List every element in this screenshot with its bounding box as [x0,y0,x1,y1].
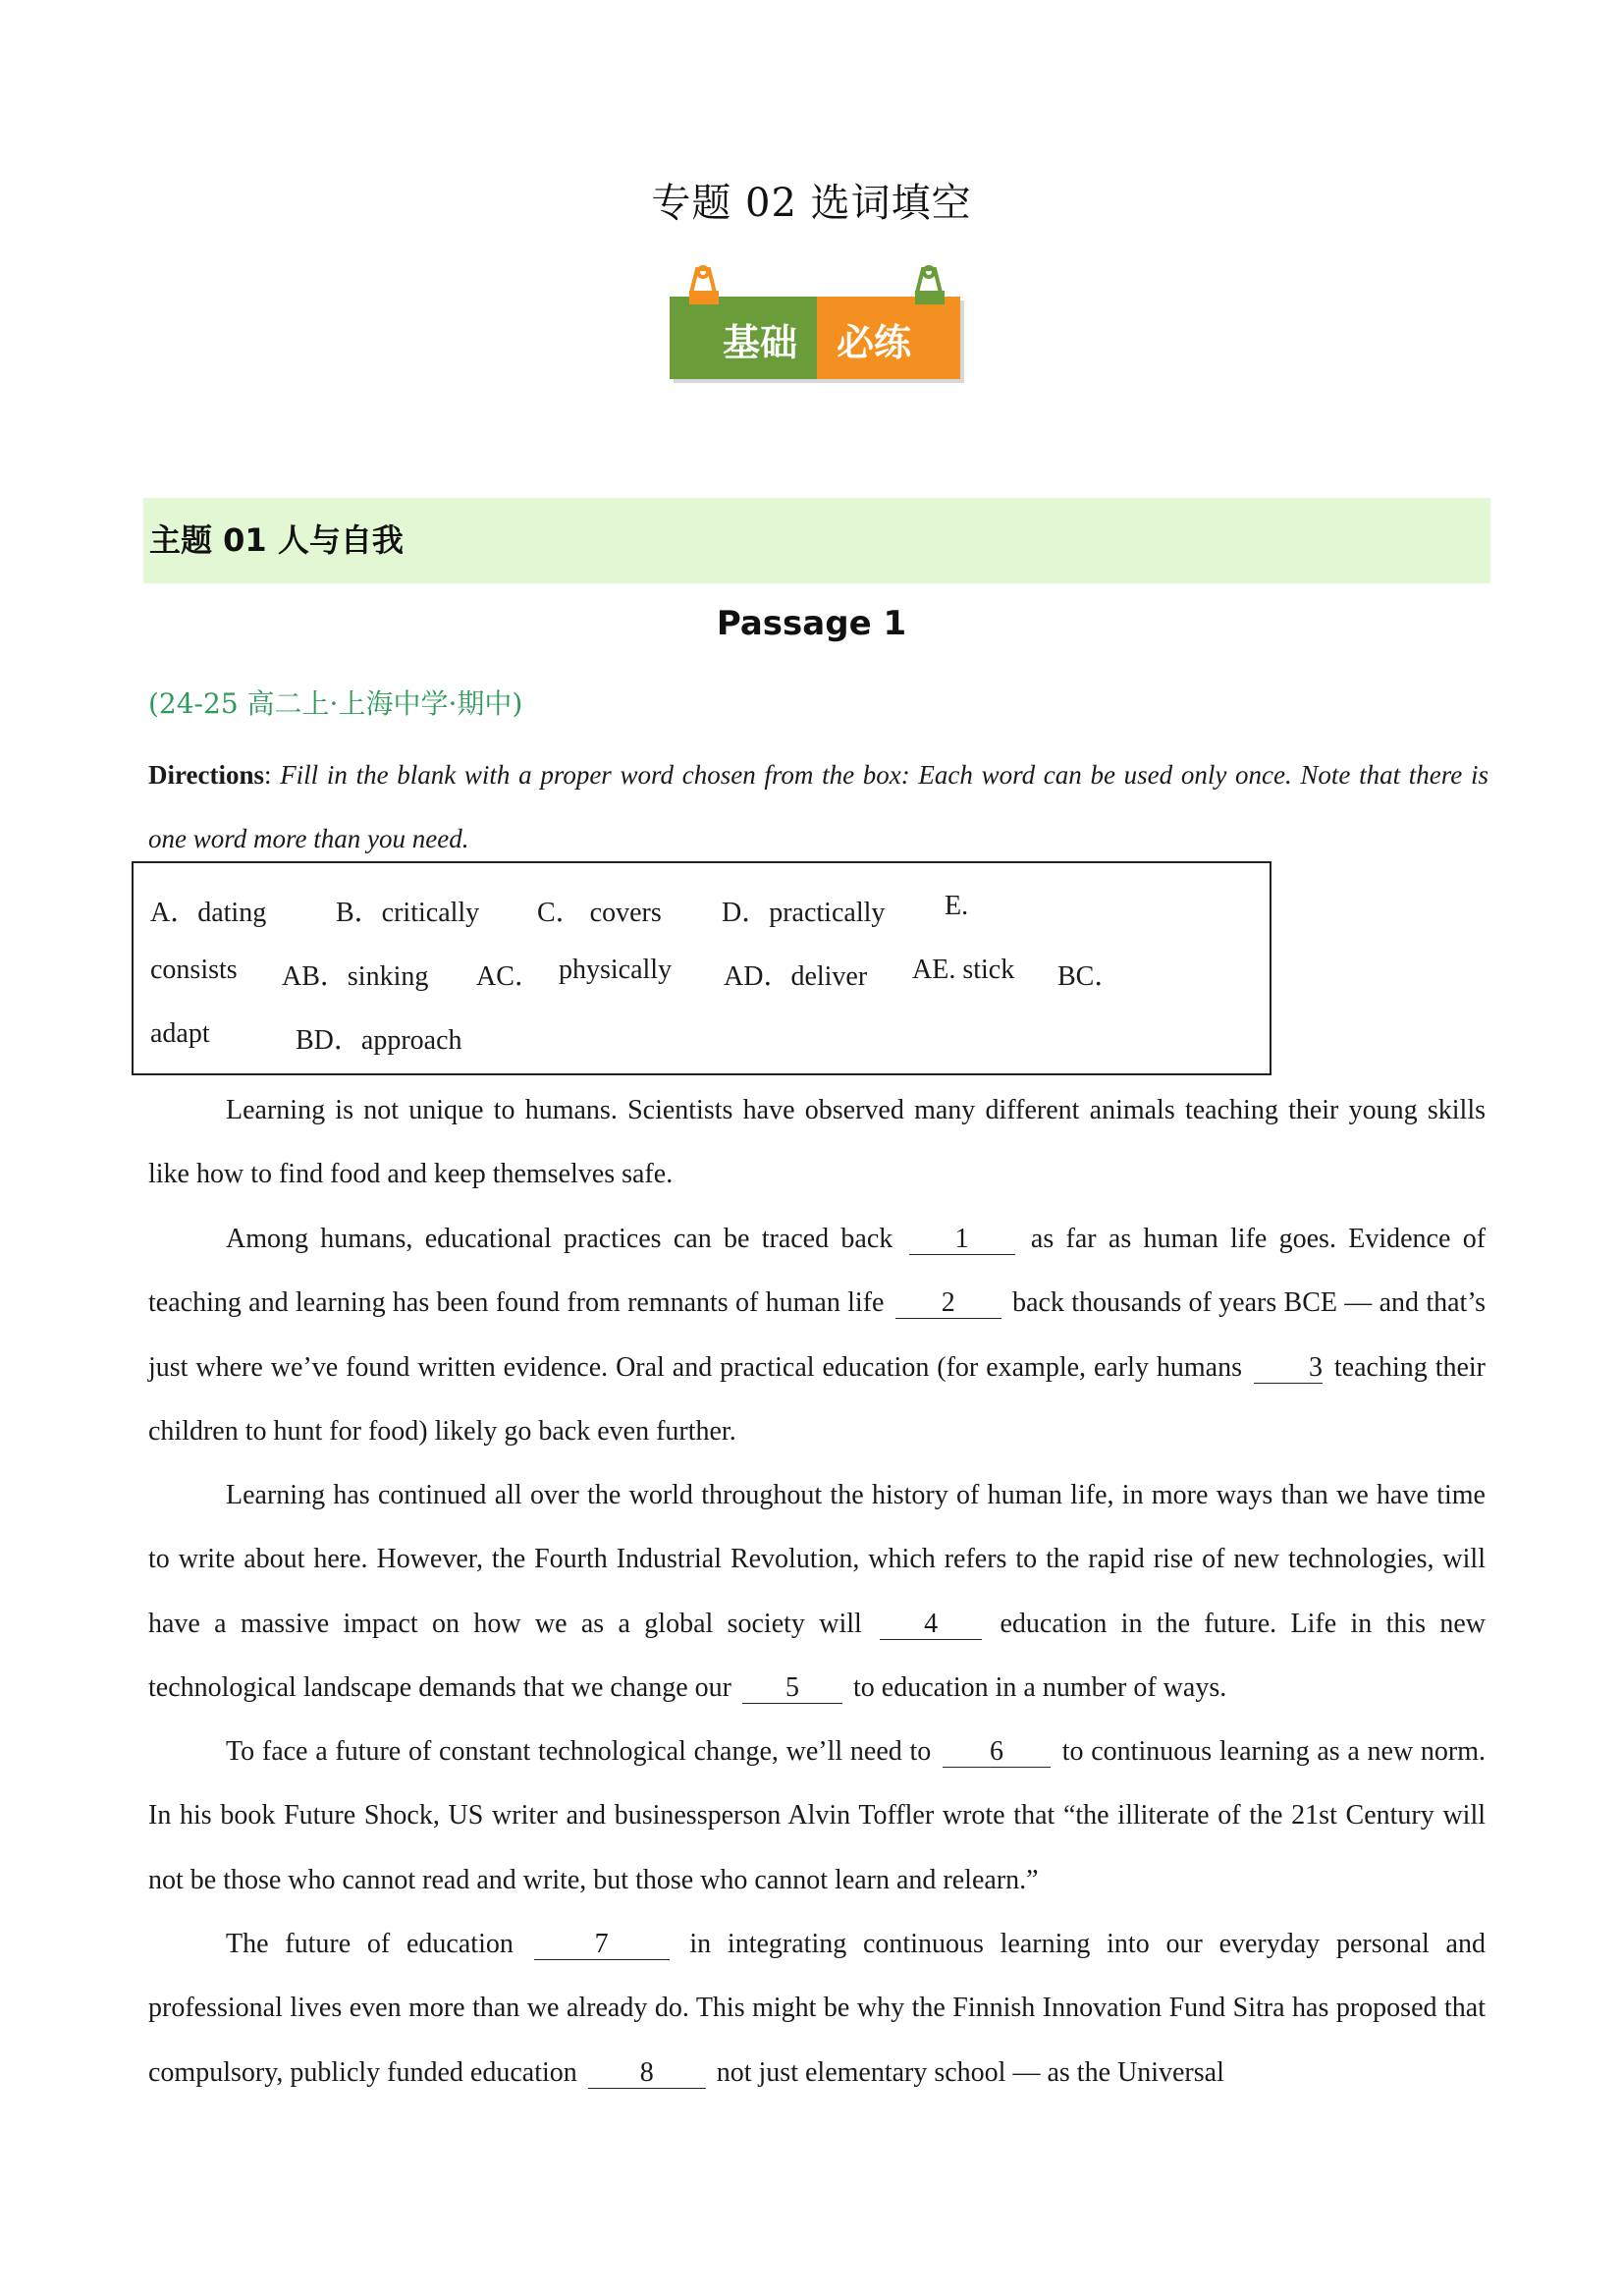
word-option: physically [559,955,673,985]
badge-right-text: 必练 [836,321,912,364]
paragraph-4: To face a future of constant technological change, we’ll need to 6 to continuous learning as a new norm. In his book Future Shock, US writer and businessperson Alvin Toffler wrote that “the illiterate of the 21st Century will not be those who cannot read and write, but those who cannot learn and relearn.” [148,1736,1487,1895]
directions-label: Directions [148,760,264,790]
paragraph-5: The future of education 7 in integrating continuous learning into our everyday personal and professional lives even more than we already do. This might be why the Finnish Innovation Fund Sitra has proposed that compulsory, publicly funded education 8 not just elementary school — as the Universal [148,1929,1486,2088]
source-citation: (24-25 高二上·上海中学·期中) [148,687,523,720]
word-option: BC． [1057,961,1122,992]
binder-clip-icon [915,267,945,304]
badge-left-text: 基础 [722,321,798,364]
blank-3[interactable]: 3 [1254,1353,1323,1384]
passage-title: Passage 1 [716,604,907,643]
paragraph-2: Among humans, educational practices can be traced back 1 as far as human life goes. Evidence of teaching and learning has been found from remnants of human life 2 back thousands of years BCE — and that’s just where we’ve found written evidence. Oral and practical education (for example, early humans 3 teaching their children to hunt for food) likely go back even further. [148,1224,1487,1447]
word-option: B．critically [336,898,480,928]
word-box [132,861,1271,1075]
word-option: E. [945,891,969,921]
theme-bar [143,498,1490,583]
word-option: adapt [150,1018,210,1049]
theme-label: 主题 01 人与自我 [149,521,404,559]
directions-text: Fill in the blank with a proper word chosen from the box: Each word can be used only once. Note that there is one word more than you need. [148,760,1488,853]
basic-practice-badge [670,263,964,383]
word-option: consists [150,955,238,985]
word-option: AC． [476,961,542,992]
word-option: BD．approach [296,1025,462,1056]
binder-clip-icon [689,267,719,304]
word-option: D．practically [722,898,886,928]
document-title: 专题 02 选词填空 [651,181,972,226]
word-option: C． covers [537,898,662,928]
blank-8[interactable]: 8 [588,2058,706,2089]
word-option: AE. stick [912,955,1015,985]
blank-5[interactable]: 5 [742,1673,842,1704]
blank-7[interactable]: 7 [534,1930,670,1960]
word-option: A．dating [150,898,267,928]
word-option: AD．deliver [724,961,868,992]
paragraph-1: Learning is not unique to humans. Scientists have observed many different animals teaching their young skills like how to find food and keep themselves safe. [148,1095,1486,1190]
blank-4[interactable]: 4 [880,1610,982,1640]
directions [148,743,1488,871]
paragraph-3: Learning has continued all over the world throughout the history of human life, in more ways than we have time to write about here. However, the Fourth Industrial Revolution, which refers to the rapid rise of new technologies, will have a massive impact on how we as a global society will 4 education in the future. Life in this new technological landscape demands that we change our 5 to education in a number of ways. [148,1480,1487,1703]
blank-6[interactable]: 6 [943,1737,1051,1768]
blank-2[interactable]: 2 [895,1288,1001,1319]
blank-1[interactable]: 1 [909,1225,1015,1255]
word-option: AB．sinking [282,961,429,992]
directions-separator: : [263,760,281,790]
